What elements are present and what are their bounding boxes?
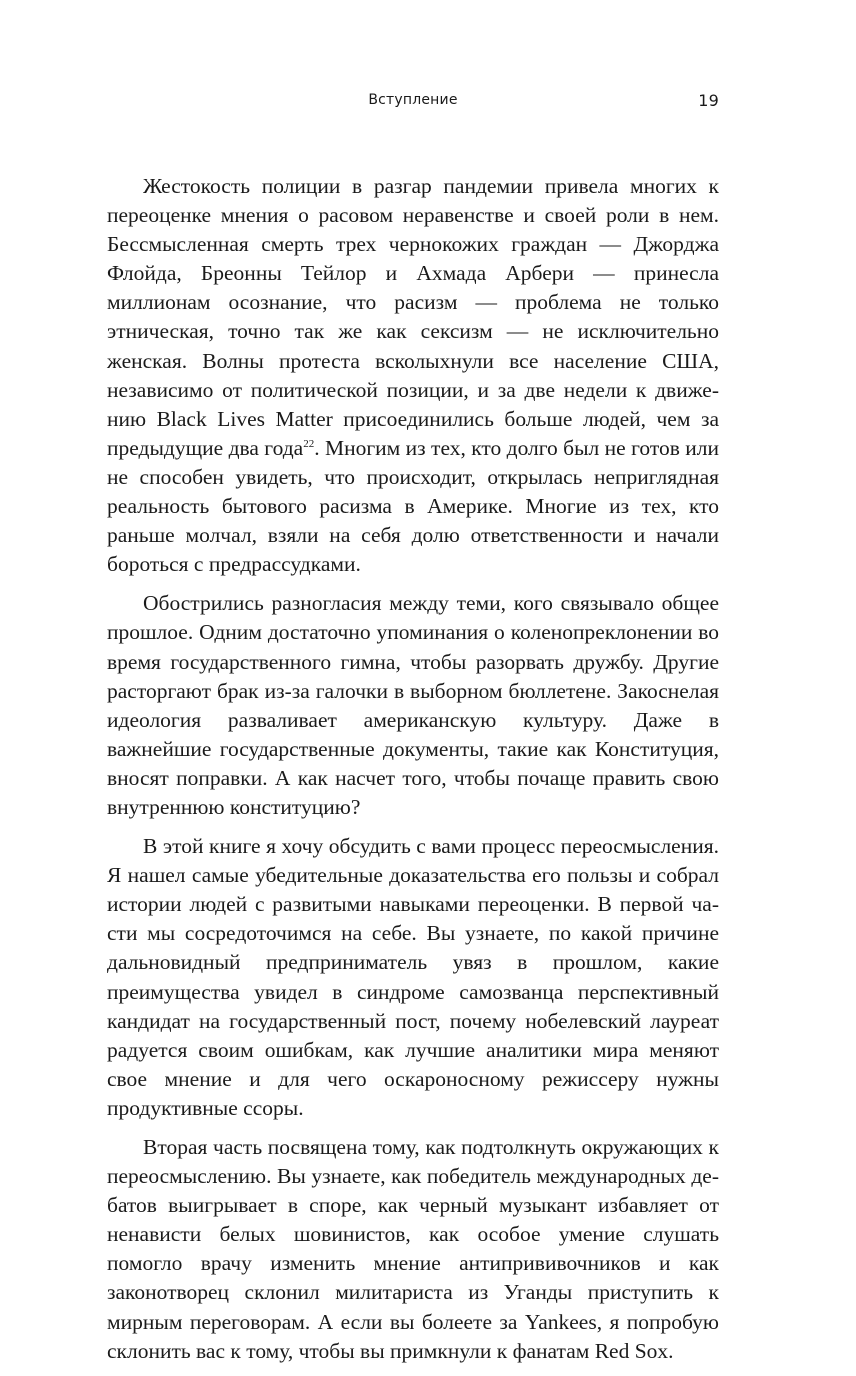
footnote-reference[interactable]: 22 xyxy=(303,437,315,450)
paragraph-2: Обострились разногласия между теми, кого связывало общее прошлое. Одним достаточно упоминания о коленопреклонении во время государственного гимна, чтобы разорвать дружбу. Другие расторгают брак из-за галочки в выборном бюллетене. Закоснелая идеология разваливает американскую культуру. Даже в важнейшие государственные документы, такие как Конституция, вносят поправки. А как насчет того, чтобы почаще править свою внутреннюю конституцию? xyxy=(107,591,719,819)
paragraph-1-text-before: Жестокость полиции в разгар пандемии привела многих к переоценке мнения о расовом неравенстве и своей роли в нем. Бессмысленная смерть трех чернокожих граждан — Джорджа Флойда, Бреонны Тейлор и Ахмада Арбери — принесла миллионам осознание, что расизм — проблема не только этническая, точно так же как сексизм — не исключительно женская. Волны протеста всколыхнули все население США, независимо от политической позиции, и за две недели к движению Black Lives Matter присоединились больше людей, чем за предыдущие два года xyxy=(107,174,719,460)
chapter-title: Вступление xyxy=(368,92,458,108)
body-text xyxy=(107,172,719,1376)
paragraph-1-text-after: . Многим из тех, кто долго был не готов или не способен увидеть, что происходит, открылась неприглядная реальность бытового расизма в Америке. Многие из тех, кто раньше молчал, взяли на себя долю ответственности и начали бороться с предрассудками. xyxy=(107,435,719,577)
running-head xyxy=(107,92,719,116)
page-number: 19 xyxy=(698,91,719,110)
paragraph-4: Вторая часть посвящена тому, как подтолкнуть окружающих к переосмыслению. Вы узнаете, как победитель международных дебатов выигрывает в споре, как черный музыкант избавляет от ненависти белых шовинистов, как особое умение слушать помогло врачу изменить мнение антипрививочников и как законотворец склонил милитариста из Уганды приступить к мирным переговорам. А если вы болеете за Yankees, я попробую склонить вас к тому, чтобы вы примкнули к фанатам Red Sox. xyxy=(107,1135,719,1363)
paragraph-3: В этой книге я хочу обсудить с вами процесс переосмысления. Я нашел самые убедительные доказательства его пользы и собрал истории людей с развитыми навыками переоценки. В первой части мы сосредоточимся на себе. Вы узнаете, по какой причине дальновидный предприниматель увяз в прошлом, какие преимущества увидел в синдроме самозванца перспективный кандидат на государственный пост, почему нобелевский лауреат радуется своим ошибкам, как лучшие аналитики мира меняют свое мнение и для чего оскароносному режиссеру нужны продуктивные ссоры. xyxy=(107,834,719,1120)
paragraph-1 xyxy=(107,172,719,579)
